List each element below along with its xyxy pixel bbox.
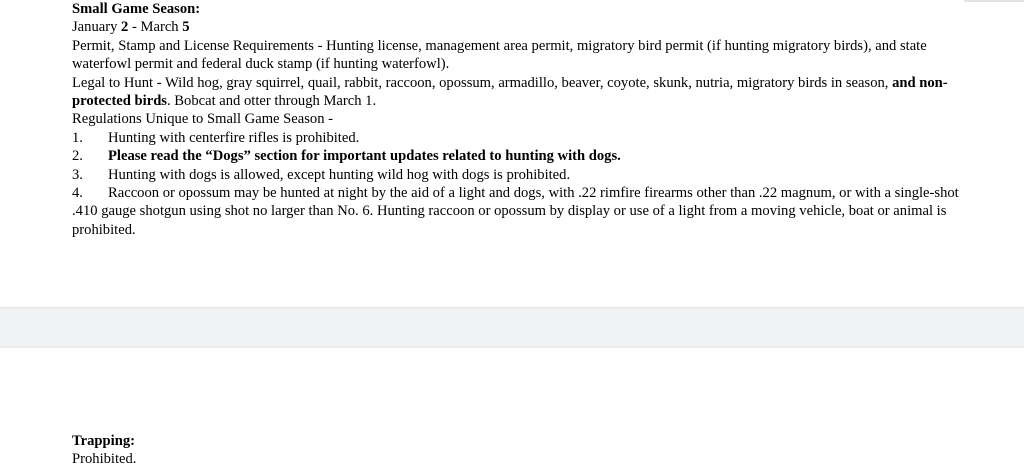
document-page-bottom bbox=[0, 348, 1024, 473]
regulations-heading: Regulations Unique to Small Game Season - bbox=[72, 111, 334, 128]
legal-to-hunt bbox=[72, 74, 982, 111]
permit-requirements: Permit, Stamp and License Requirements - Hunting license, management area permit, migratory bird permit (if hunting migratory birds), and state waterfowl permit and federal duck stamp (if hunting waterfowl). bbox=[72, 37, 927, 73]
trapping-text: Prohibited. bbox=[72, 451, 137, 468]
season-dates bbox=[72, 18, 982, 36]
regulation-number: 4. bbox=[72, 185, 83, 202]
regulation-text: Raccoon or opossum may be hunted at night by the aid of a light and dogs, with .22 rimfire firearms other than .22 magnum, or with a single-shot .410 gauge shotgun using shot no larger than No. 6. Hunting raccoon or opossum by display or use of a light from a moving vehicle, boat or animal is prohibited. bbox=[72, 185, 959, 238]
regulation-item-3 bbox=[72, 166, 982, 184]
regulation-number: 2. bbox=[72, 148, 83, 165]
legal-part1: Legal to Hunt - Wild hog, gray squirrel, quail, rabbit, raccoon, opossum, armadillo, beaver, coyote, skunk, nutria, migratory birds in season, bbox=[72, 74, 893, 91]
legal-bold: and non-protected birds bbox=[72, 74, 948, 110]
regulation-number: 3. bbox=[72, 166, 83, 183]
trapping-heading: Trapping: bbox=[72, 433, 135, 449]
regulation-item-1 bbox=[72, 129, 982, 147]
small-game-heading: Small Game Season: bbox=[72, 1, 201, 17]
regulation-item-4 bbox=[72, 184, 982, 239]
legal-part2: . Bobcat and otter through March 1. bbox=[167, 93, 377, 110]
dates-part2: - March bbox=[128, 19, 183, 36]
regulation-number: 1. bbox=[72, 129, 83, 146]
dates-part1: January bbox=[72, 19, 122, 36]
trapping-section bbox=[72, 432, 982, 469]
small-game-section bbox=[72, 0, 982, 239]
dates-day2: 5 bbox=[182, 19, 190, 36]
dates-day1: 2 bbox=[121, 19, 129, 36]
regulation-text: Hunting with centerfire rifles is prohibited. bbox=[108, 129, 360, 146]
regulation-item-2 bbox=[72, 147, 982, 165]
regulation-text: Please read the “Dogs” section for important updates related to hunting with dogs. bbox=[108, 148, 621, 165]
regulation-text: Hunting with dogs is allowed, except hunting wild hog with dogs is prohibited. bbox=[108, 166, 571, 183]
